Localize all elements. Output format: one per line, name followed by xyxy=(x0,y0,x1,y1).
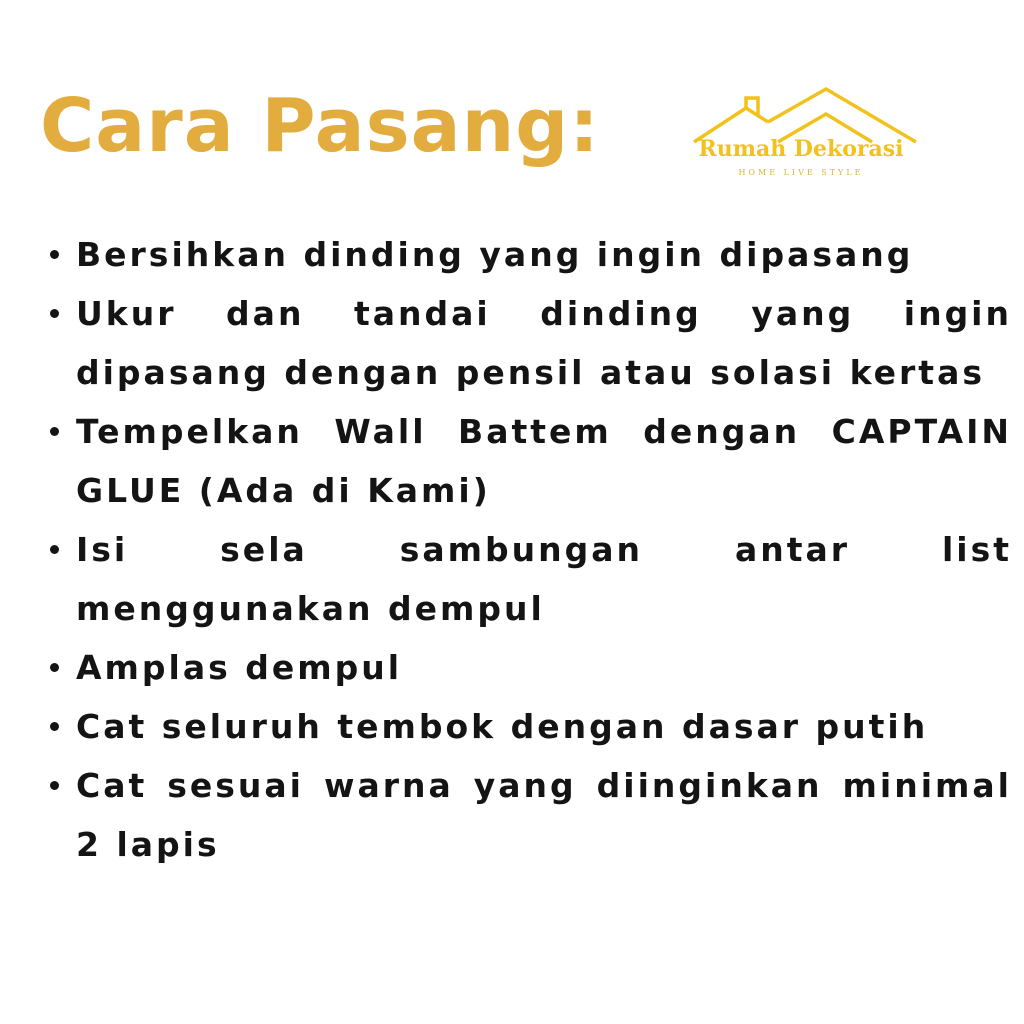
instruction-list xyxy=(48,225,1012,874)
bullet-icon xyxy=(50,663,59,672)
bullet-icon xyxy=(50,545,59,554)
step-text: Isi sela sambungan antar list menggunakan dempul xyxy=(76,530,1012,628)
list-item xyxy=(48,225,1012,284)
step-text: Bersihkan dinding yang ingin dipasang xyxy=(76,235,914,274)
step-text: Amplas dempul xyxy=(76,648,403,687)
step-text: Cat seluruh tembok dengan dasar putih xyxy=(76,707,929,746)
list-item xyxy=(48,697,1012,756)
brand-tagline: HOME LIVE STYLE xyxy=(738,168,864,177)
list-item xyxy=(48,520,1012,638)
step-text: Ukur dan tandai dinding yang ingin dipasang dengan pensil atau solasi kertas xyxy=(76,294,1012,392)
page-title: Cara Pasang: xyxy=(40,83,600,169)
step-text: Cat sesuai warna yang diinginkan minimal 2 lapis xyxy=(76,766,1012,864)
list-item xyxy=(48,756,1012,874)
step-text: Tempelkan Wall Battem dengan CAPTAIN GLUE (Ada di Kami) xyxy=(76,412,1012,510)
list-item xyxy=(48,402,1012,520)
bullet-icon xyxy=(50,722,59,731)
list-item xyxy=(48,284,1012,402)
bullet-icon xyxy=(50,781,59,790)
house-roof-icon xyxy=(676,84,926,144)
list-item xyxy=(48,638,1012,697)
bullet-icon xyxy=(50,309,59,318)
bullet-icon xyxy=(50,427,59,436)
brand-name: Rumah Dekorasi xyxy=(698,136,904,162)
brand-logo xyxy=(676,84,926,184)
bullet-icon xyxy=(50,250,59,259)
